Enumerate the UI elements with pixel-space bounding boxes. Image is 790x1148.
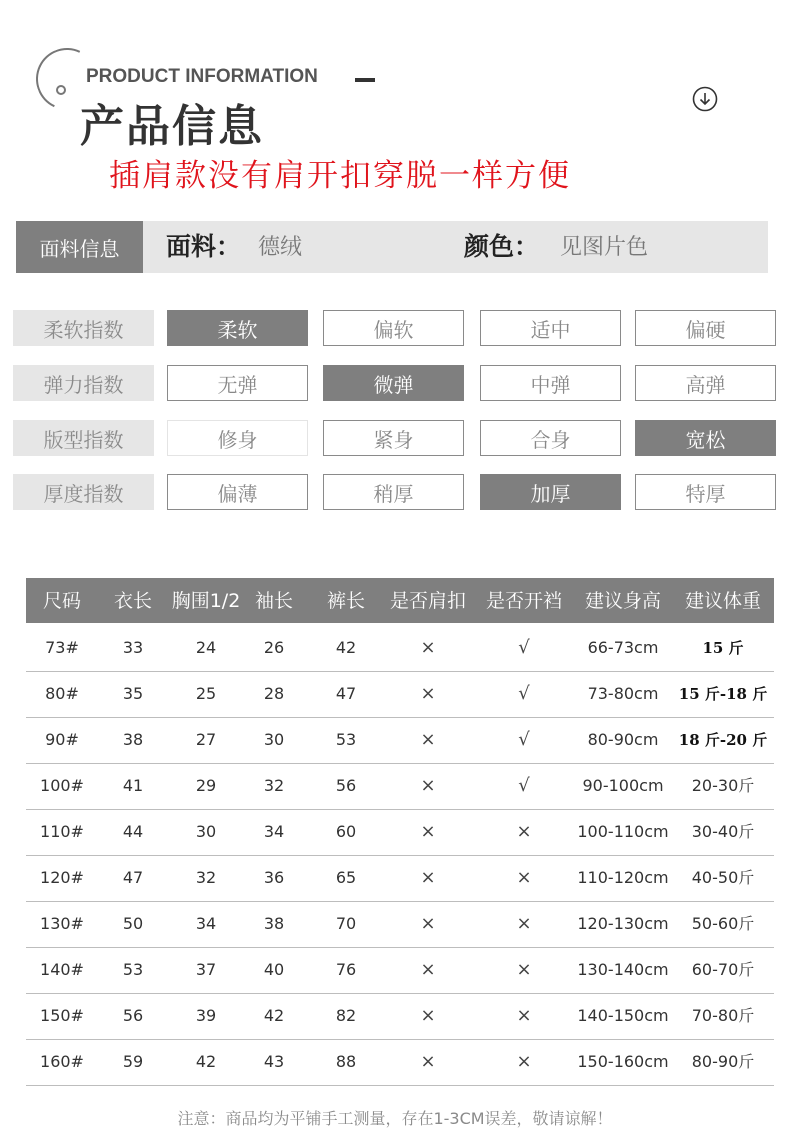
table-cell: 35 [122,684,144,703]
table-cell: 65 [335,868,357,887]
table-cell: 140# [40,960,84,979]
table-cell: 120# [40,868,84,887]
table-cell: 43 [263,1052,285,1071]
table-row [26,717,774,764]
table-cell: 30-40斤 [691,822,755,841]
promo-subtitle: 插肩款没有肩开扣穿脱一样方便 [109,158,571,194]
table-cell: 130# [40,914,84,933]
table-cell: 73# [45,638,79,657]
table-cell: 40 [263,960,285,979]
table-cell: 80-90斤 [691,1052,755,1071]
size-table-header [26,578,774,623]
index-label: 弹力指数 [13,365,154,401]
table-cell: 38 [263,914,285,933]
fabric-info-bar [16,221,768,273]
table-cell: 30 [195,822,217,841]
table-cell: × [516,821,532,842]
table-cell: 34 [195,914,217,933]
table-cell: 20-30斤 [691,776,755,795]
table-cell: × [516,867,532,888]
index-option: 合身 [480,420,621,456]
table-header-cell: 袖长 [254,590,293,612]
table-cell: 30 [263,730,285,749]
fabric-key: 面料： [166,232,242,261]
decorative-dash [355,78,375,82]
table-cell: 42 [263,1006,285,1025]
table-cell: × [420,729,436,750]
table-cell: × [420,1051,436,1072]
table-cell: 34 [263,822,285,841]
table-header-cell: 胸围1/2 [171,590,241,612]
table-cell: 70-80斤 [691,1006,755,1025]
table-cell: 28 [263,684,285,703]
table-cell: 53 [122,960,144,979]
table-cell: 60-70斤 [691,960,755,979]
table-cell: × [420,959,436,980]
index-option: 偏硬 [635,310,776,346]
table-cell: 76 [335,960,357,979]
table-header-cell: 裤长 [326,590,365,612]
index-option: 偏软 [323,310,464,346]
index-option: 紧身 [323,420,464,456]
table-cell: × [516,1051,532,1072]
index-option: 特厚 [635,474,776,510]
index-option: 中弹 [480,365,621,401]
table-cell: × [420,867,436,888]
table-cell: 18 斤-20 斤 [678,731,768,749]
color-value: 见图片色 [560,235,649,260]
table-cell: 110# [40,822,84,841]
arrow-down-circle-icon[interactable] [692,86,718,112]
table-cell: 59 [122,1052,144,1071]
table-cell: 140-150cm [577,1006,669,1025]
table-cell: 33 [122,638,144,657]
fabric-value: 德绒 [258,235,303,260]
table-header-cell: 是否开裆 [485,590,562,612]
table-row [26,809,774,856]
table-cell: 82 [335,1006,357,1025]
table-cell: 15 斤-18 斤 [678,685,768,703]
decorative-dot [56,85,66,95]
index-option: 高弹 [635,365,776,401]
table-cell: 25 [195,684,217,703]
table-cell: √ [518,729,530,750]
table-row [26,625,774,672]
table-cell: 42 [335,638,357,657]
index-option: 偏薄 [167,474,308,510]
table-cell: 110-120cm [577,868,669,887]
table-cell: 24 [195,638,217,657]
table-cell: 27 [195,730,217,749]
table-cell: × [516,913,532,934]
table-cell: 80-90cm [587,730,659,749]
table-cell: 56 [335,776,357,795]
index-option: 适中 [480,310,621,346]
table-cell: 73-80cm [587,684,659,703]
table-cell: 36 [263,868,285,887]
table-cell: √ [518,683,530,704]
table-cell: × [420,683,436,704]
table-cell: 38 [122,730,144,749]
table-cell: 40-50斤 [691,868,755,887]
table-cell: 53 [335,730,357,749]
table-cell: 160# [40,1052,84,1071]
table-header-cell: 建议体重 [684,590,761,612]
table-cell: 70 [335,914,357,933]
section-title-en: PRODUCT INFORMATION [86,66,318,87]
table-cell: × [420,821,436,842]
table-cell: 88 [335,1052,357,1071]
table-cell: 100# [40,776,84,795]
table-cell: 90-100cm [582,776,664,795]
table-cell: 50 [122,914,144,933]
table-row [26,671,774,718]
table-cell: 90# [45,730,79,749]
table-header-cell: 建议身高 [584,590,661,612]
table-cell: 80# [45,684,79,703]
color-key: 颜色： [464,232,540,261]
table-cell: 32 [263,776,285,795]
table-cell: 29 [195,776,217,795]
index-option: 无弹 [167,365,308,401]
index-option: 加厚 [480,474,621,510]
table-header-cell: 衣长 [113,590,152,612]
table-row [26,947,774,994]
table-row [26,763,774,810]
table-header-cell: 是否肩扣 [389,590,466,612]
table-cell: 60 [335,822,357,841]
table-cell: × [516,1005,532,1026]
index-option: 稍厚 [323,474,464,510]
table-cell: 150-160cm [577,1052,669,1071]
index-option: 宽松 [635,420,776,456]
table-cell: 42 [195,1052,217,1071]
table-cell: 26 [263,638,285,657]
index-label: 版型指数 [13,420,154,456]
table-cell: 130-140cm [577,960,669,979]
table-cell: × [420,1005,436,1026]
table-cell: × [420,637,436,658]
table-cell: √ [518,775,530,796]
table-cell: 41 [122,776,144,795]
index-option: 微弹 [323,365,464,401]
index-option: 修身 [167,420,308,456]
table-cell: 66-73cm [587,638,659,657]
index-label: 柔软指数 [13,310,154,346]
table-row [26,855,774,902]
table-cell: 32 [195,868,217,887]
table-cell: 39 [195,1006,217,1025]
measurement-note: 注意：商品均为平铺手工测量，存在1-3CM误差，敬请谅解！ [177,1109,613,1128]
table-cell: × [420,913,436,934]
table-row [26,901,774,948]
table-cell: 47 [122,868,144,887]
fabric-info-label: 面料信息 [16,221,143,273]
table-cell: 47 [335,684,357,703]
index-label: 厚度指数 [13,474,154,510]
table-cell: 44 [122,822,144,841]
table-cell: 56 [122,1006,144,1025]
table-cell: √ [518,637,530,658]
index-option: 柔软 [167,310,308,346]
table-cell: 150# [40,1006,84,1025]
table-cell: 50-60斤 [691,914,755,933]
table-cell: 37 [195,960,217,979]
table-row [26,993,774,1040]
table-cell: × [516,959,532,980]
table-cell: 100-110cm [577,822,669,841]
page-title: 产品信息 [80,101,264,152]
table-cell: 15 斤 [702,639,744,657]
table-cell: × [420,775,436,796]
table-cell: 120-130cm [577,914,669,933]
table-row [26,1039,774,1086]
table-header-cell: 尺码 [42,590,81,612]
